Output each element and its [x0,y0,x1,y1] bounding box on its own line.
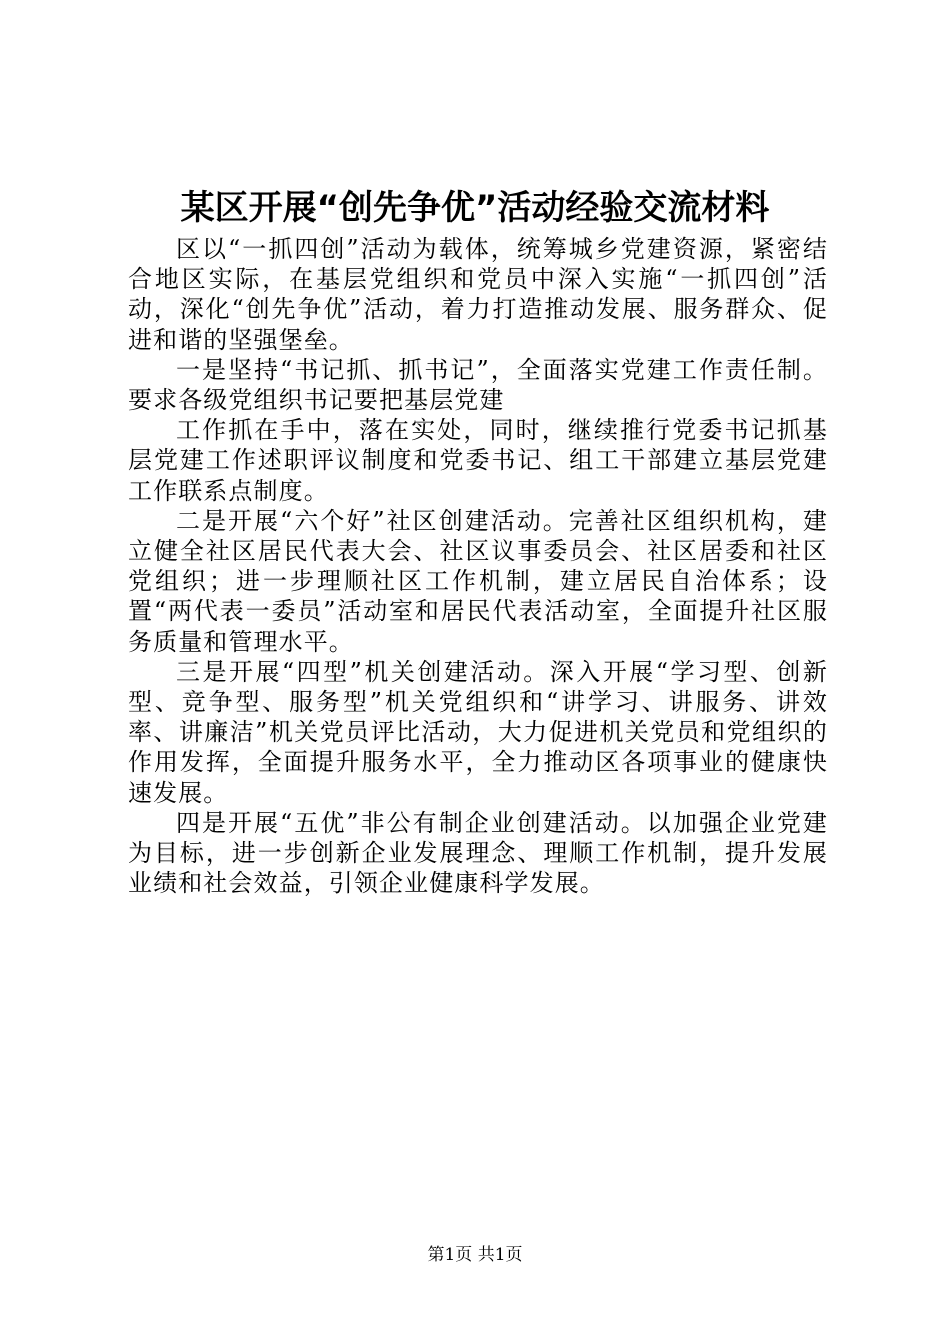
paragraph-point-four: 四是开展“五优”非公有制企业创建活动。以加强企业党建为目标，进一步创新企业发展理念、理顺工作机制，提升发展业绩和社会效益，引领企业健康科学发展。 [128,808,828,898]
document-body [128,234,828,898]
paragraph-point-one: 一是坚持“书记抓、抓书记”，全面落实党建工作责任制。要求各级党组织书记要把基层党建 [128,355,828,415]
page-footer: 第1页 共1页 [427,1245,523,1265]
paragraph-point-three: 三是开展“四型”机关创建活动。深入开展“学习型、创新型、竞争型、服务型”机关党组织和“讲学习、讲服务、讲效率、讲廉洁”机关党员评比活动，大力促进机关党员和党组织的作用发挥，全面提升服务水平，全力推动区各项事业的健康快速发展。 [128,657,828,807]
document-title: 某区开展“创先争优”活动经验交流材料 [180,188,770,228]
paragraph-intro: 区以“一抓四创”活动为载体，统筹城乡党建资源，紧密结合地区实际，在基层党组织和党员中深入实施“一抓四创”活动，深化“创先争优”活动，着力打造推动发展、服务群众、促进和谐的坚强堡垒。 [128,235,828,354]
paragraph-point-two: 二是开展“六个好”社区创建活动。完善社区组织机构，建立健全社区居民代表大会、社区议事委员会、社区居委和社区党组织；进一步理顺社区工作机制，建立居民自治体系；设置“两代表一委员”活动室和居民代表活动室，全面提升社区服务质量和管理水平。 [128,506,828,656]
paragraph-point-one-continued: 工作抓在手中，落在实处，同时，继续推行党委书记抓基层党建工作述职评议制度和党委书记、组工干部建立基层党建工作联系点制度。 [128,416,828,505]
